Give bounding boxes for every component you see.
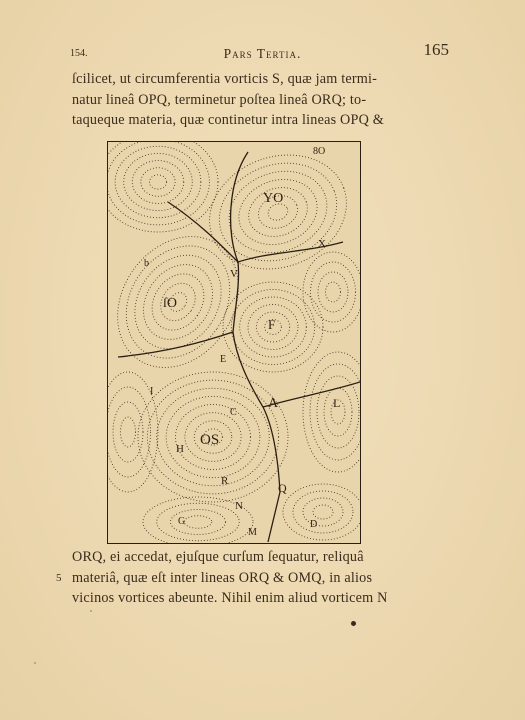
paper-speck [90,610,92,612]
vortex-ring [326,282,341,302]
vortex-ring [121,417,136,447]
vortex-ring [303,498,343,526]
text-line: ſcilicet, ut circumferentia vorticis S, quæ jam termi- [72,71,378,87]
vortex-ring [124,153,193,210]
vortex-ring [141,168,175,197]
vortex-ring [108,213,263,391]
paper-speck [34,662,36,664]
vortex-ring [193,142,360,288]
signature-mark [351,621,356,626]
figure-label-c: C [230,407,237,418]
page-number-right: 165 [423,40,449,59]
vortex-ring [115,146,201,217]
figure-label-yo: YO [263,191,284,206]
vortex-ring [317,376,359,448]
figure-label-d: D [310,519,318,530]
line-number: 5 [56,572,62,584]
text-line: materiâ, quæ eſt inter lineas ORQ & OMQ, in alios [72,569,373,586]
figure-label-g: G [178,516,186,527]
vortex-ring [313,505,333,519]
vortex-ring [184,516,212,529]
bottom-paragraph [72,547,434,609]
figure-label-m: M [248,527,257,538]
vortex-ring [149,175,166,189]
page-number-left: 154. [70,48,88,59]
vortex-ring [283,484,360,540]
vortex-ring [230,169,327,255]
figure-label-b: b [144,258,149,269]
figure-label-o_top: 8O [313,146,326,157]
vortex [108,213,263,391]
vortex-ring [242,180,315,245]
vortex-ring [113,402,143,462]
vortex-ring [205,147,350,277]
text-line: taqueque materia, quæ continetur intra lineas OPQ & [72,112,384,128]
vortex [283,484,360,540]
figure-label-f: F [268,317,276,332]
running-head [0,34,525,61]
figure-label-x: X [318,238,326,250]
vortex [303,252,360,332]
vortex-ring [303,252,360,332]
vortex [193,142,360,288]
vortex [108,142,218,232]
figure-label-l: L [333,396,341,410]
vortex-ring [108,142,209,225]
text-line: ORQ, ei accedat, ejuſque curſum ſequatur, reliquâ [72,549,364,565]
vortex-ring [117,239,239,366]
figure-label-n: N [235,500,243,512]
figure-label-os: OS [200,432,220,448]
vortex [303,352,360,472]
vortex-ring [318,272,348,312]
figure-label-s_f: ſO [163,296,177,311]
vortex-engraving [108,142,360,543]
figure-label-r: R [221,475,229,487]
vortex-ring [293,491,353,533]
vortex-ring [141,264,214,340]
figure-label-e: E [220,354,227,365]
text-line: natur lineâ OPQ, terminetur poſtea lineâ ORQ; to- [72,91,367,108]
figure-label-i: I [150,386,154,397]
text-line: vicinos vortices abeunte. Nihil enim aliud vorticem N [72,590,388,606]
figure-label-h: H [176,443,184,455]
vortex-ring [157,503,240,541]
figure-label-v: V [230,268,238,280]
figure-label-q: Q [278,481,287,495]
part-title: Pars Tertia. [223,46,302,61]
vortex-ring [311,262,356,322]
vortex-figure [107,141,361,544]
figure-label-a: A [268,396,279,411]
vortex-ring [154,277,203,328]
top-paragraph [72,69,434,131]
vortex-ring [310,364,360,460]
vortex-ring [132,161,183,204]
